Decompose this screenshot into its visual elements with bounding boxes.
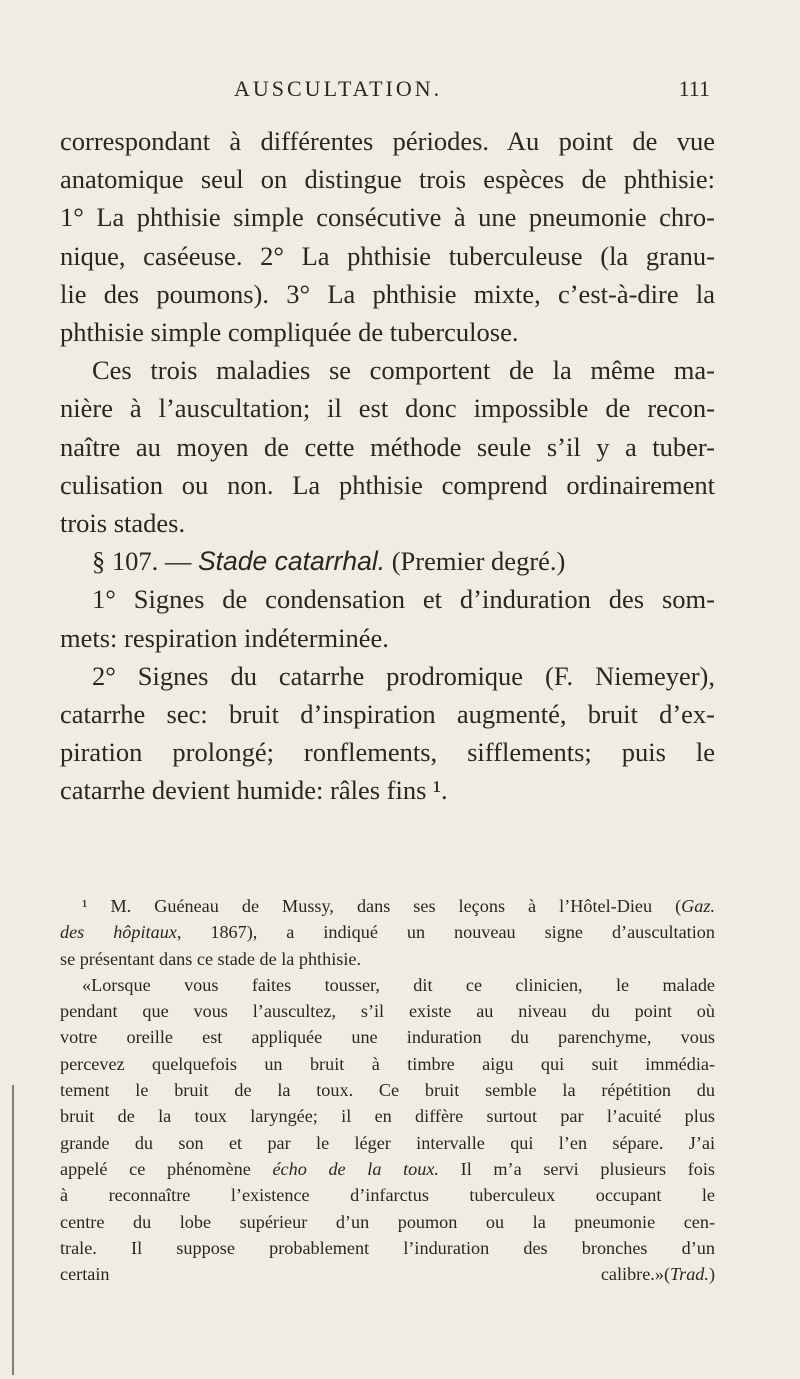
footnote-line [60,1156,715,1182]
footnote-text: , 1867), a indiqué un nouveau signe d’auscultation [176,922,715,943]
footnote-line: se présentant dans ce stade de la phthisie. [60,948,361,969]
footnote-text: Il m’a servi plusieurs fois [438,1158,715,1179]
paragraph-anatomy [60,122,715,351]
footnote-line: trale. Il suppose probablement l’induration des bronches d’un [60,1237,715,1258]
footnote-line: «Lorsque vous faites tousser, dit ce clinicien, le malade [82,974,715,995]
footnote-line: bruit de la toux laryngée; il en diffère surtout par l’acuité plus [60,1106,715,1127]
page-body [60,122,715,810]
text-line: culisation ou non. La phthisie comprend ordinairement [60,469,715,500]
section-heading [60,542,715,580]
sign-catarrh [60,657,715,810]
footnote-line: grande du son et par le léger intervalle qui l’en sépare. J’ai [60,1132,715,1153]
footnote-line [60,893,715,919]
translator-note-text: Trad. [670,1264,709,1285]
page-number: 111 [678,76,710,101]
running-title: AUSCULTATION. [234,76,443,101]
footnote-journal-cont: des hôpitaux [60,922,177,943]
text-line: catarrhe devient humide: râles fins ¹. [60,775,448,806]
footnote-term: écho de la toux. [272,1158,439,1179]
page-edge-line [12,1085,14,1375]
text-line: 1° Signes de condensation et d’induration des som- [92,584,715,615]
footnote-line: pendant que vous l’auscultez, s’il existe au niveau du point où [60,1001,715,1022]
footnote-line: percevez quelquefois un bruit à timbre aigu qui suit immédia- [60,1053,715,1074]
text-line: naître au moyen de cette méthode seule s’il y a tuber- [60,431,715,462]
text-line: piration prolongé; ronflements, sifflements; puis le [60,737,715,768]
text-line: mets: respiration indéterminée. [60,622,389,653]
footnote-line [60,1261,715,1287]
page-header [234,72,710,106]
text-line: catarrhe sec: bruit d’inspiration augmenté, bruit d’ex- [60,699,715,730]
footnote-line [60,919,715,945]
footnote-line: tement le bruit de la toux. Ce bruit semble la répétition du [60,1080,715,1101]
text-line: 2° Signes du catarrhe prodromique (F. Niemeyer), [92,660,715,691]
text-line: lie des poumons). 3° La phthisie mixte, c’est-à-dire la [60,278,715,309]
text-line: trois stades. [60,508,186,539]
footnote-line: centre du lobe supérieur d’un poumon ou la pneumonie cen- [60,1211,715,1232]
text-line: correspondant à différentes périodes. Au point de vue [60,126,715,156]
section-title: Stade catarrhal. [198,546,386,577]
footnote-text: appelé ce phénomène [60,1158,273,1179]
footnote-text: certain calibre.» [60,1264,664,1285]
footnote-text: ¹ M. Guéneau de Mussy, dans ses leçons à l’Hôtel-Dieu ( [82,896,682,916]
translator-note: (Trad.) [663,1264,715,1285]
text-line: nique, caséeuse. 2° La phthisie tuberculeuse (la granu- [60,240,715,271]
footnote-journal: Gaz. [681,896,715,916]
footnote [60,893,715,1287]
text-line: 1° La phthisie simple consécutive à une pneumonie chro- [60,202,715,233]
section-number: § 107. — [92,546,192,577]
section-subtitle: (Premier degré.) [391,546,566,577]
paragraph-auscultation [60,351,715,542]
footnote-line: à reconnaître l’existence d’infarctus tuberculeux occupant le [60,1185,715,1206]
sign-condensation [60,580,715,656]
text-line: nière à l’auscultation; il est donc impossible de recon- [60,393,715,424]
footnote-line: votre oreille est appliquée une induration du parenchyme, vous [60,1027,715,1048]
text-line: anatomique seul on distingue trois espèces de phthisie: [60,164,715,195]
section-heading-line [60,542,715,580]
text-line: phthisie simple compliquée de tuberculose. [60,317,519,348]
text-line: Ces trois maladies se comportent de la même ma- [92,355,715,386]
